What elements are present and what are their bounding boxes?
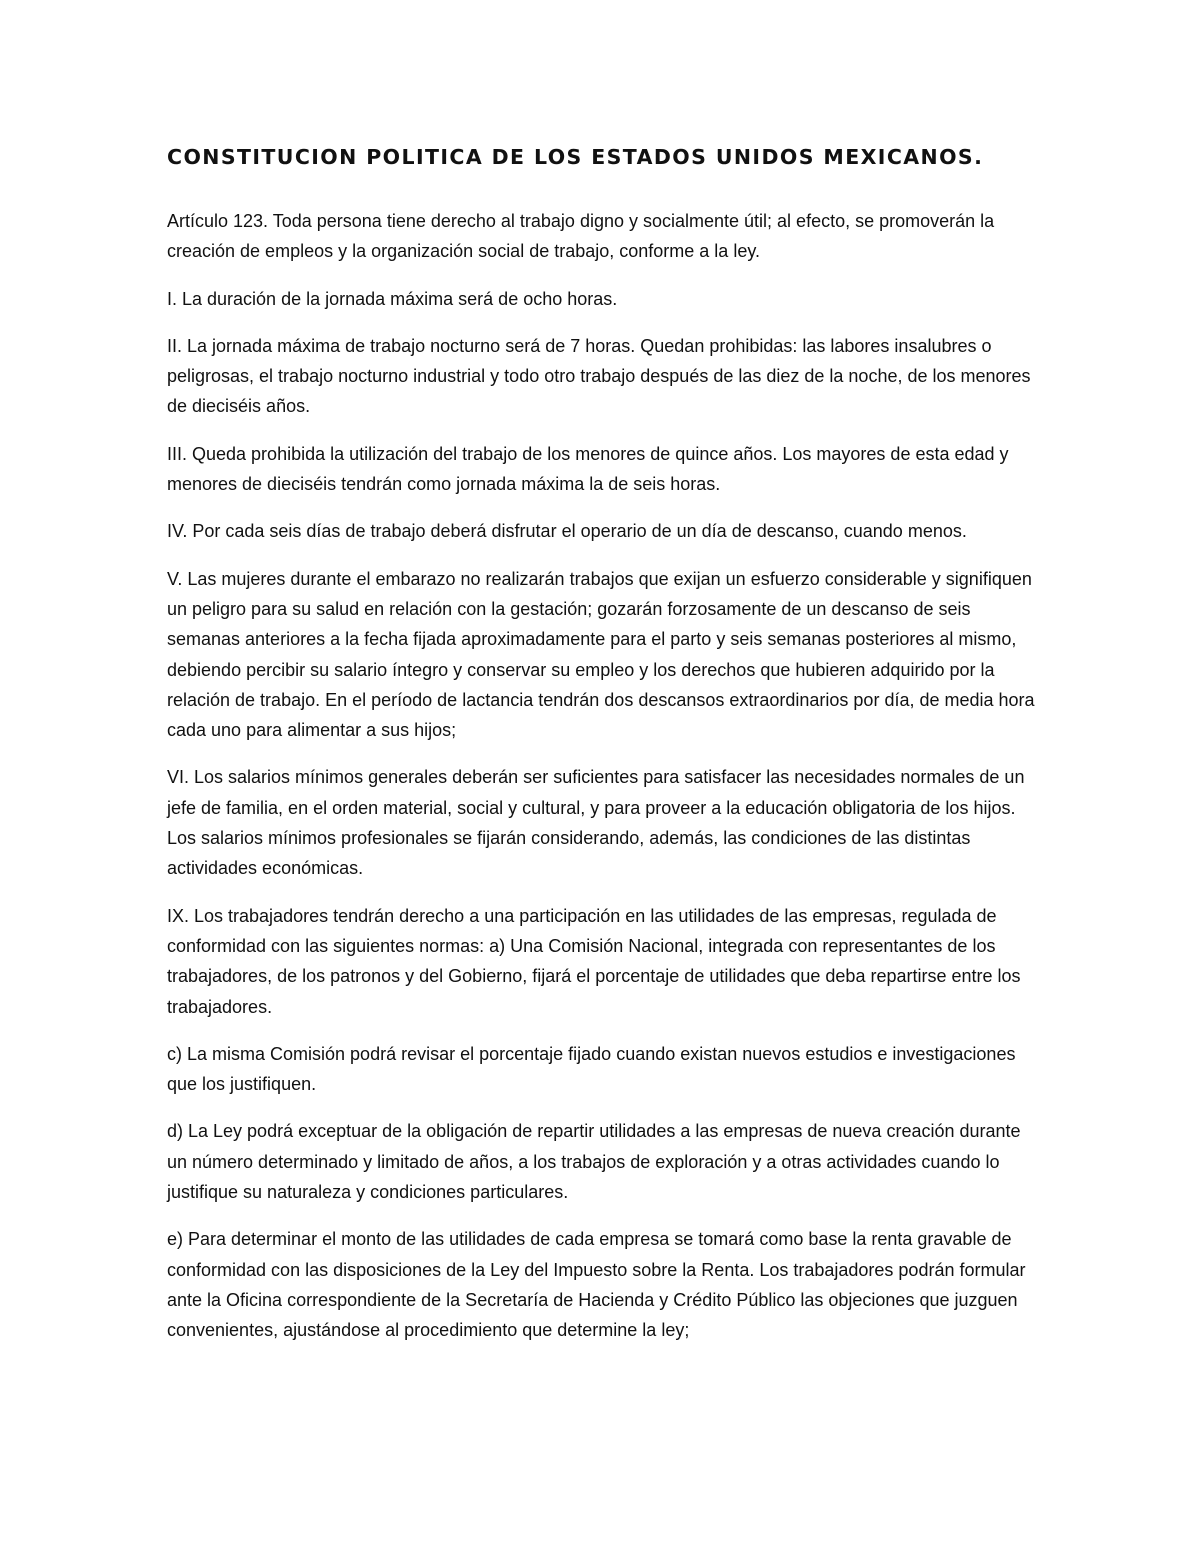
article-intro-paragraph: Artículo 123. Toda persona tiene derecho al trabajo digno y socialmente útil; al efecto, se promoverán la creación de empleos y la organización social de trabajo, conforme a la ley. <box>167 211 995 262</box>
fraction-ii-paragraph: II. La jornada máxima de trabajo nocturno será de 7 horas. Quedan prohibidas: las labores insalubres o peligrosas, el trabajo nocturno industrial y todo otro trabajo después de las diez de la noche, de los menores de dieciséis años. <box>167 335 1031 417</box>
fraction-iii-paragraph: III. Queda prohibida la utilización del trabajo de los menores de quince años. Los mayores de esta edad y menores de dieciséis tendrán como jornada máxima la de seis horas. <box>167 443 1009 495</box>
subsection-e-paragraph: e) Para determinar el monto de las utilidades de cada empresa se tomará como base la renta gravable de conformidad con las disposiciones de la Ley del Impuesto sobre la Renta. Los trabajadores podrán formular ante la Oficina correspondiente de la Secretaría de Hacienda y Crédito Público las objeciones que juzguen convenientes, ajustándose al procedimiento que determine la ley; <box>167 1229 1026 1341</box>
fraction-ix-paragraph: IX. Los trabajadores tendrán derecho a una participación en las utilidades de las empresas, regulada de conformidad con las siguientes normas: a) Una Comisión Nacional, integrada con representantes de los trabajadores, de los patronos y del Gobierno, fijará el porcentaje de utilidades que deba repartirse entre los trabajadores. <box>167 905 1021 1017</box>
subsection-c-paragraph: c) La misma Comisión podrá revisar el porcentaje fijado cuando existan nuevos estudios e investigaciones que los justifiquen. <box>167 1043 1016 1095</box>
document-body <box>167 140 1042 1363</box>
fraction-iv-paragraph: IV. Por cada seis días de trabajo deberá disfrutar el operario de un día de descanso, cuando menos. <box>167 521 967 542</box>
fraction-i-paragraph: I. La duración de la jornada máxima será de ocho horas. <box>167 288 618 309</box>
fraction-vi-paragraph: VI. Los salarios mínimos generales deberán ser suficientes para satisfacer las necesidades normales de un jefe de familia, en el orden material, social y cultural, y para proveer a la educación obligatoria de los hijos. Los salarios mínimos profesionales se fijarán considerando, además, las condiciones de las distintas actividades económicas. <box>167 767 1025 879</box>
subsection-d-paragraph: d) La Ley podrá exceptuar de la obligación de repartir utilidades a las empresas de nueva creación durante un número determinado y limitado de años, a los trabajos de exploración y a otras actividades cuando lo justifique su naturaleza y condiciones particulares. <box>167 1121 1021 1203</box>
document-title: CONSTITUCION POLITICA DE LOS ESTADOS UNIDOS MEXICANOS. <box>167 145 984 169</box>
fraction-v-paragraph: V. Las mujeres durante el embarazo no realizarán trabajos que exijan un esfuerzo considerable y signifiquen un peligro para su salud en relación con la gestación; gozarán forzosamente de un descanso de seis semanas anteriores a la fecha fijada aproximadamente para el parto y seis semanas posteriores al mismo, debiendo percibir su salario íntegro y conservar su empleo y los derechos que hubieren adquirido por la relación de trabajo. En el período de lactancia tendrán dos descansos extraordinarios por día, de media hora cada uno para alimentar a sus hijos; <box>167 568 1035 741</box>
